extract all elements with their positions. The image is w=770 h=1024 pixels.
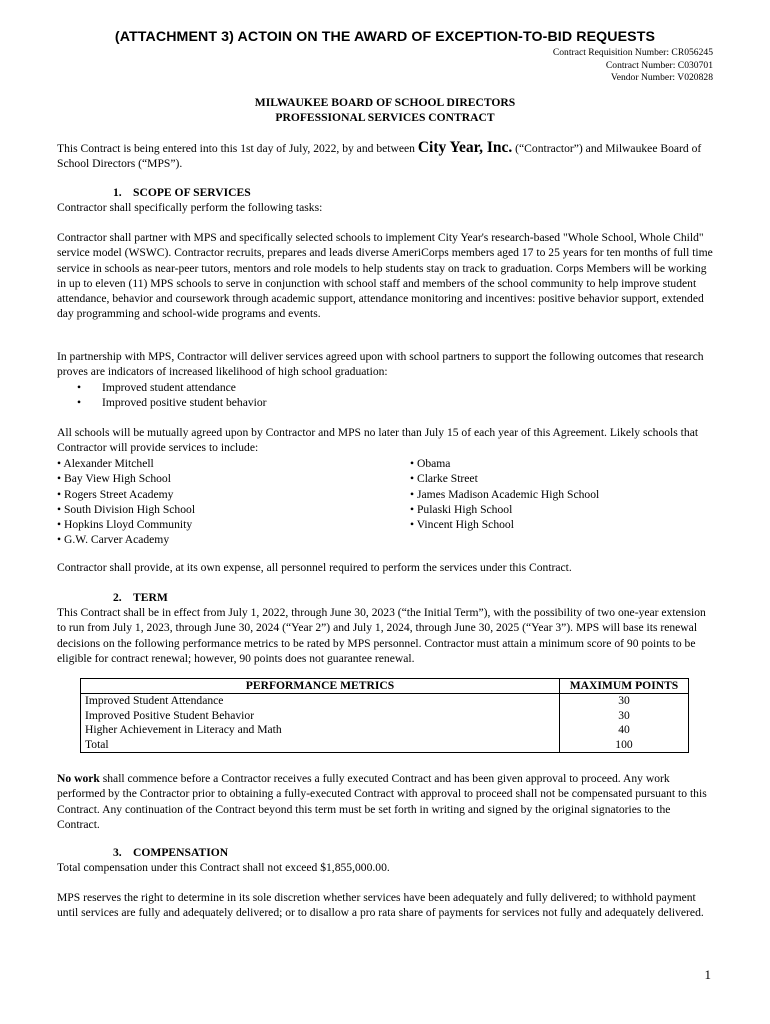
section-compensation [57, 845, 713, 860]
contract-reference-numbers [553, 47, 713, 85]
no-work-paragraph: No work shall commence before a Contractor receives a fully executed Contract and has been given approval to proceed. Any work performed by the Contractor prior to obtaining a fully-executed Contract with approval to proceed shall not be compensated pursuant to this Contract. Any continuation of the Contract beyond this term must be set forth in writing and signed by the original signatories to the Contract. [57, 772, 707, 831]
reserves-paragraph: MPS reserves the right to determine in its sole discretion whether services have been adequately and fully delivered; to withhold payment until services are fully and adequately delivered; or to disallow a pro rata share of payments for services not fully and adequately delivered. [57, 891, 704, 920]
intro-paragraph: This Contract is being entered into this 1st day of July, 2022, by and between City Year, Inc. (“Contractor”) and Milwaukee Board of School Directors (“MPS”). [57, 139, 702, 171]
vendor-number: Vendor Number: V020828 [610, 72, 713, 83]
column-header: MAXIMUM POINTS [560, 679, 689, 694]
section-heading: 3. COMPENSATION [113, 846, 229, 859]
list-item: • Improved student attendance [77, 380, 236, 394]
contract-number: Contract Number: C030701 [605, 59, 713, 71]
list-item: • G.W. Carver Academy [57, 533, 170, 547]
column-header: PERFORMANCE METRICS [81, 679, 560, 694]
personnel-paragraph: Contractor shall provide, at its own expense, all personnel required to perform the services under this Contract. [57, 561, 572, 574]
contractor-name: City Year, Inc. [417, 139, 513, 156]
section-scope [57, 185, 713, 216]
table-row: Improved Positive Student Behavior 30 [81, 709, 689, 723]
list-item: • James Madison Academic High School [410, 487, 600, 501]
scope-paragraph: Contractor shall partner with MPS and specifically selected schools to implement City Year's research-based "Whole School, Whole Child" service model (WSWC). Contractor recruits, prepares and leads diverse AmeriCorps members aged 17 to 25 years for ten months of full time service in schools as near-peer tutors, mentors and role models to help students stay on track to graduation. Corps Members will be working in up to eleven (11) MPS schools to serve in conjunction with school staff and members of the school community to help improve student attendance, behavior and coursework through academic support, attendance monitoring and incentives: positive behavior support, extended day programming and school-wide programs and events. [57, 231, 713, 321]
table-row: Improved Student Attendance 30 [81, 694, 689, 709]
contract-heading [0, 95, 770, 125]
compensation-paragraph: Total compensation under this Contract shall not exceed $1,855,000.00. [57, 861, 390, 874]
schools-left-column [57, 456, 195, 548]
table-row: Higher Achievement in Literacy and Math 40 [81, 723, 689, 737]
section-term [57, 590, 713, 605]
section-heading: 2. TERM [113, 591, 168, 604]
table-row: Total 100 [81, 738, 689, 753]
contract-type: PROFESSIONAL SERVICES CONTRACT [275, 111, 495, 124]
outcomes-list [57, 380, 713, 411]
list-item: • South Division High School [57, 502, 196, 516]
list-item: • Rogers Street Academy [57, 487, 174, 501]
list-item: • Vincent High School [410, 518, 514, 532]
document-title: (ATTACHMENT 3) ACTOIN ON THE AWARD OF EXCEPTION-TO-BID REQUESTS [114, 29, 656, 45]
list-item: • Bay View High School [57, 472, 171, 486]
list-item: • Improved positive student behavior [77, 395, 267, 409]
section-heading: 1. SCOPE OF SERVICES [113, 186, 251, 199]
scope-lead: Contractor shall specifically perform the following tasks: [57, 201, 323, 215]
term-paragraph: This Contract shall be in effect from July 1, 2022, through June 30, 2023 (“the Initial Term”), with the possibility of two one-year extension to run from July 1, 2023, through June 30, 2024 (“Year 2”) and July 1, 2024, through June 30, 2025 (“Year 3”). MPS will base its renewal decisions on the following performance metrics to be rated by MPS personnel. Contractor must attain a minimum score of 90 points to be eligible for contract renewal; however, 90 points does not guarantee renewal. [57, 606, 706, 665]
list-item: • Pulaski High School [410, 502, 513, 516]
performance-metrics-table [80, 678, 689, 753]
list-item: • Obama [410, 457, 451, 470]
board-name: MILWAUKEE BOARD OF SCHOOL DIRECTORS [254, 96, 516, 109]
table-header-row [81, 679, 689, 694]
requisition-number: Contract Requisition Number: CR056245 [552, 47, 713, 58]
schools-intro: All schools will be mutually agreed upon by Contractor and MPS no later than July 15 of each year of this Agreement. Likely schools that Contractor will provide services to include: [57, 426, 699, 455]
schools-right-column [410, 456, 599, 532]
list-item: • Alexander Mitchell [57, 457, 154, 470]
partnership-paragraph: In partnership with MPS, Contractor will deliver services agreed upon with school partners to support the following outcomes that research proves are indicators of increased likelihood of high school graduation: • Improved student attendance • Improved positive student behavior [57, 349, 713, 410]
page-number: 1 [704, 967, 711, 982]
list-item: • Hopkins Lloyd Community [57, 518, 193, 532]
list-item: • Clarke Street [410, 472, 478, 486]
